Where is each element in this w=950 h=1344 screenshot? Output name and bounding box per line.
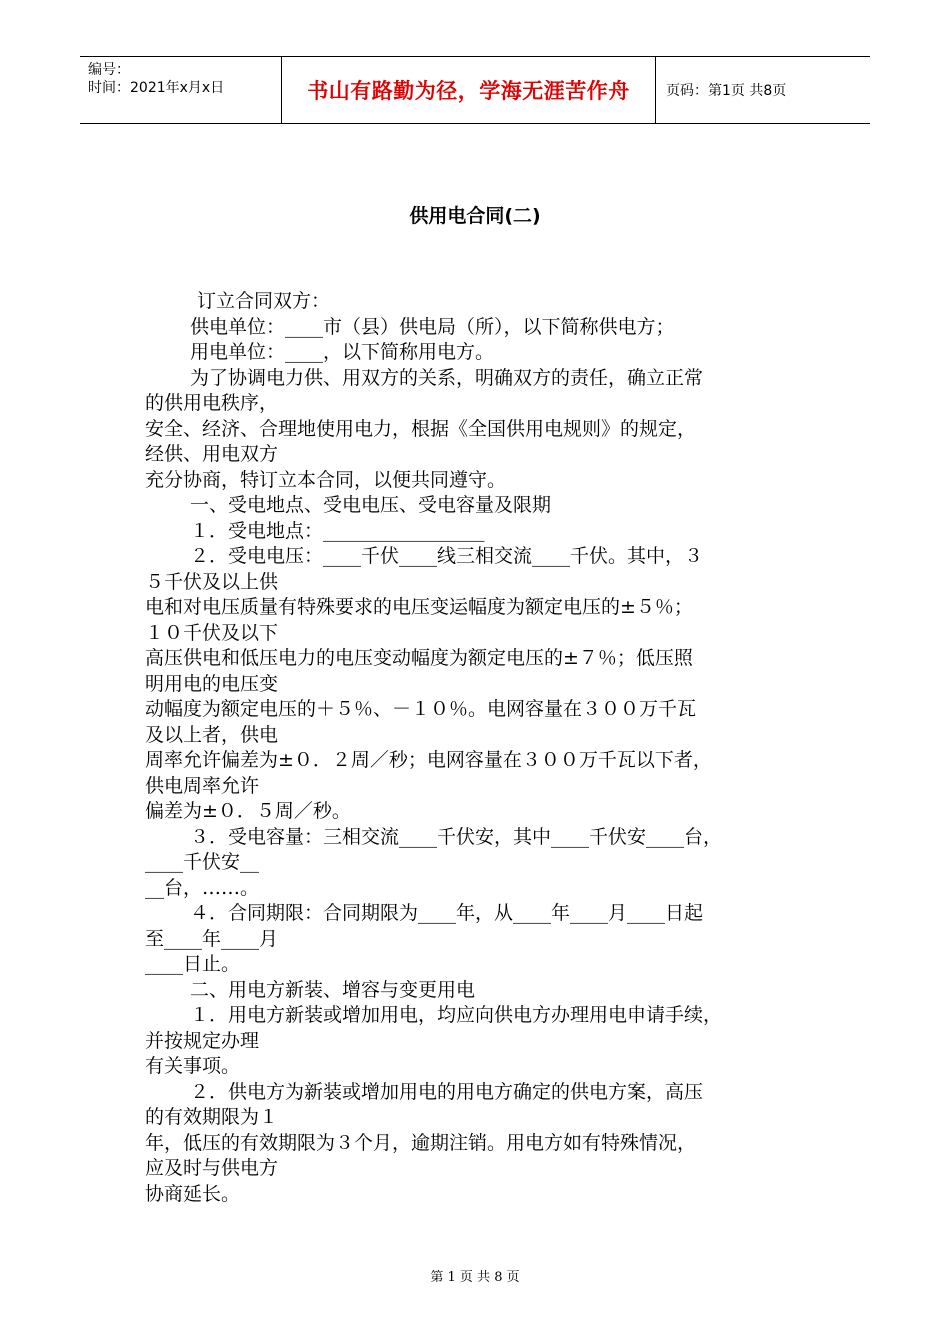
paragraph-line: 充分协商，特订立本合同，以便共同遵守。: [145, 468, 507, 491]
paragraph-line: 协商延长。: [145, 1182, 241, 1205]
paragraph-line: ２．供电方为新装或增加用电的用电方确定的供电方案，高压: [190, 1080, 704, 1103]
paragraph-line: 明用电的电压变: [145, 672, 279, 695]
paragraph-line: ２．受电电压：____千伏____线三相交流____千伏。其中，３: [190, 545, 704, 567]
paragraph-line: 经供、用电双方: [145, 443, 279, 465]
paragraph-line: 周率允许偏差为±０．２周／秒；电网容量在３００万千瓦以下者，: [145, 749, 712, 771]
paragraph-line: 电和对电压质量有特殊要求的电压变运幅度为额定电压的±５％；: [145, 596, 693, 618]
section-heading: 一、受电地点、受电电压、受电容量及限期: [190, 494, 552, 516]
paragraph-line: 供电单位：____市（县）供电局（所），以下简称供电方；: [190, 315, 675, 338]
paragraph-line: ５千伏及以上供: [145, 570, 279, 593]
footer-page-number: 第 1 页 共 8 页: [430, 1270, 520, 1285]
date-label: 时间：2021年x月x日: [88, 80, 225, 96]
paragraph-line: ３．受电容量：三相交流____千伏安，其中____千伏安____台，: [190, 825, 723, 848]
header-meta-cell: [80, 57, 282, 123]
paragraph-line: 偏差为±０．５周／秒。: [145, 800, 351, 822]
paragraph-line: 应及时与供电方: [145, 1157, 279, 1179]
paragraph-line: 年，低压的有效期限为３个月，逾期注销。用电方如有特殊情况，: [145, 1131, 697, 1154]
paragraph-line: １０千伏及以下: [145, 621, 279, 644]
paragraph-line: １．用电方新装或增加用电，均应向供电方办理用电申请手续，: [190, 1004, 723, 1026]
paragraph-line: 订立合同双方：: [197, 290, 331, 312]
paragraph-line: 有关事项。: [145, 1055, 241, 1077]
serial-number-label: 编号：: [88, 62, 130, 78]
paragraph-line: ____日止。: [145, 953, 241, 975]
paragraph-line: 为了协调电力供、用双方的关系，明确双方的责任，确立正常: [190, 366, 704, 389]
section-heading: 二、用电方新装、增容与变更用电: [190, 978, 476, 1001]
paragraph-line: 并按规定办理: [145, 1029, 260, 1052]
paragraph-line: 动幅度为额定电压的＋５％、－１０％。电网容量在３００万千瓦: [145, 698, 697, 720]
paragraph-line: 的供用电秩序，: [145, 392, 279, 414]
paragraph-line: ____千伏安__: [145, 851, 260, 873]
paragraph-line: 至____年____月: [145, 927, 279, 950]
document-header: [80, 56, 870, 124]
paragraph-line: １．受电地点：_________________: [190, 519, 485, 542]
header-page-number: 页码：第1页 共8页: [666, 83, 787, 99]
paragraph-line: 供电周率允许: [145, 774, 260, 797]
paragraph-line: 的有效期限为１: [145, 1106, 279, 1128]
paragraph-line: ４．合同期限：合同期限为____年，从____年____月____日起: [190, 902, 704, 924]
paragraph-line: 安全、经济、合理地使用电力，根据《全国供用电规则》的规定，: [145, 417, 697, 440]
paragraph-line: 及以上者，供电: [145, 723, 279, 746]
motto-text: 书山有路勤为径，学海无涯苦作舟: [282, 57, 656, 123]
document-title: 供用电合同(二): [409, 205, 541, 227]
paragraph-line: 高压供电和低压电力的电压变动幅度为额定电压的±７％；低压照: [145, 647, 693, 669]
paragraph-line: __台，……。: [145, 876, 260, 899]
document-body: [145, 289, 825, 1207]
paragraph-line: 用电单位：____，以下简称用电方。: [190, 341, 495, 363]
